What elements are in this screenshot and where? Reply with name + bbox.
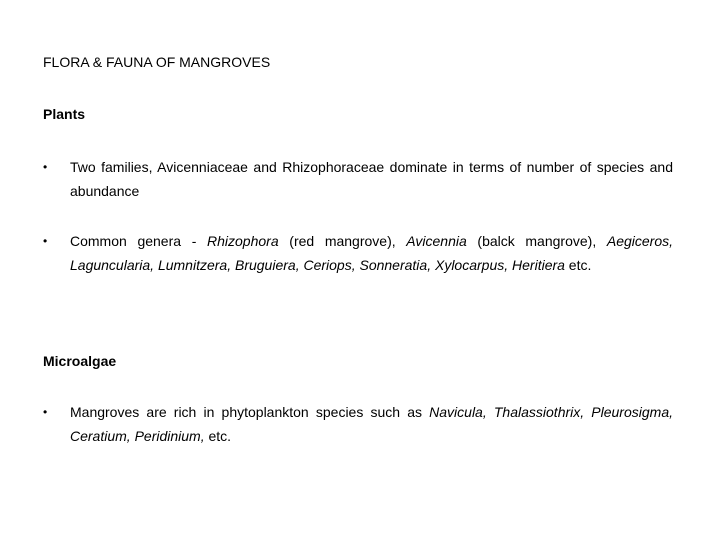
document-page <box>43 0 675 540</box>
document-title: FLORA & FAUNA OF MANGROVES <box>43 54 271 70</box>
text-segment: Common genera - <box>70 233 208 249</box>
genus-name: Rhizophora <box>207 233 279 249</box>
genus-name: Avicennia <box>406 233 467 249</box>
genus-list: Navicula, Thalassiothrix, Pleurosigma, Ceratium, Peridinium, <box>70 404 673 444</box>
text-segment: (red mangrove), <box>278 233 407 249</box>
bullet-marker: • <box>43 160 48 174</box>
text-segment: etc. <box>204 428 232 444</box>
genus-list: Aegiceros, Laguncularia, Lumnitzera, Bruguiera, Ceriops, Sonneratia, Xylocarpus, Heritiera <box>70 233 674 273</box>
text-segment: Two families, Avicenniaceae and Rhizophoraceae dominate in terms of number of species and abundance <box>70 159 673 199</box>
bullet-text <box>70 400 673 448</box>
text-segment: Mangroves are rich in phytoplankton species such as <box>70 404 430 420</box>
section-heading-plants: Plants <box>43 106 86 122</box>
bullet-marker: • <box>43 405 48 419</box>
text-segment: (balck mangrove), <box>466 233 607 249</box>
bullet-text <box>70 155 673 203</box>
bullet-marker: • <box>43 234 48 248</box>
bullet-text <box>70 229 673 277</box>
text-segment: etc. <box>564 257 592 273</box>
section-heading-microalgae: Microalgae <box>43 353 117 369</box>
